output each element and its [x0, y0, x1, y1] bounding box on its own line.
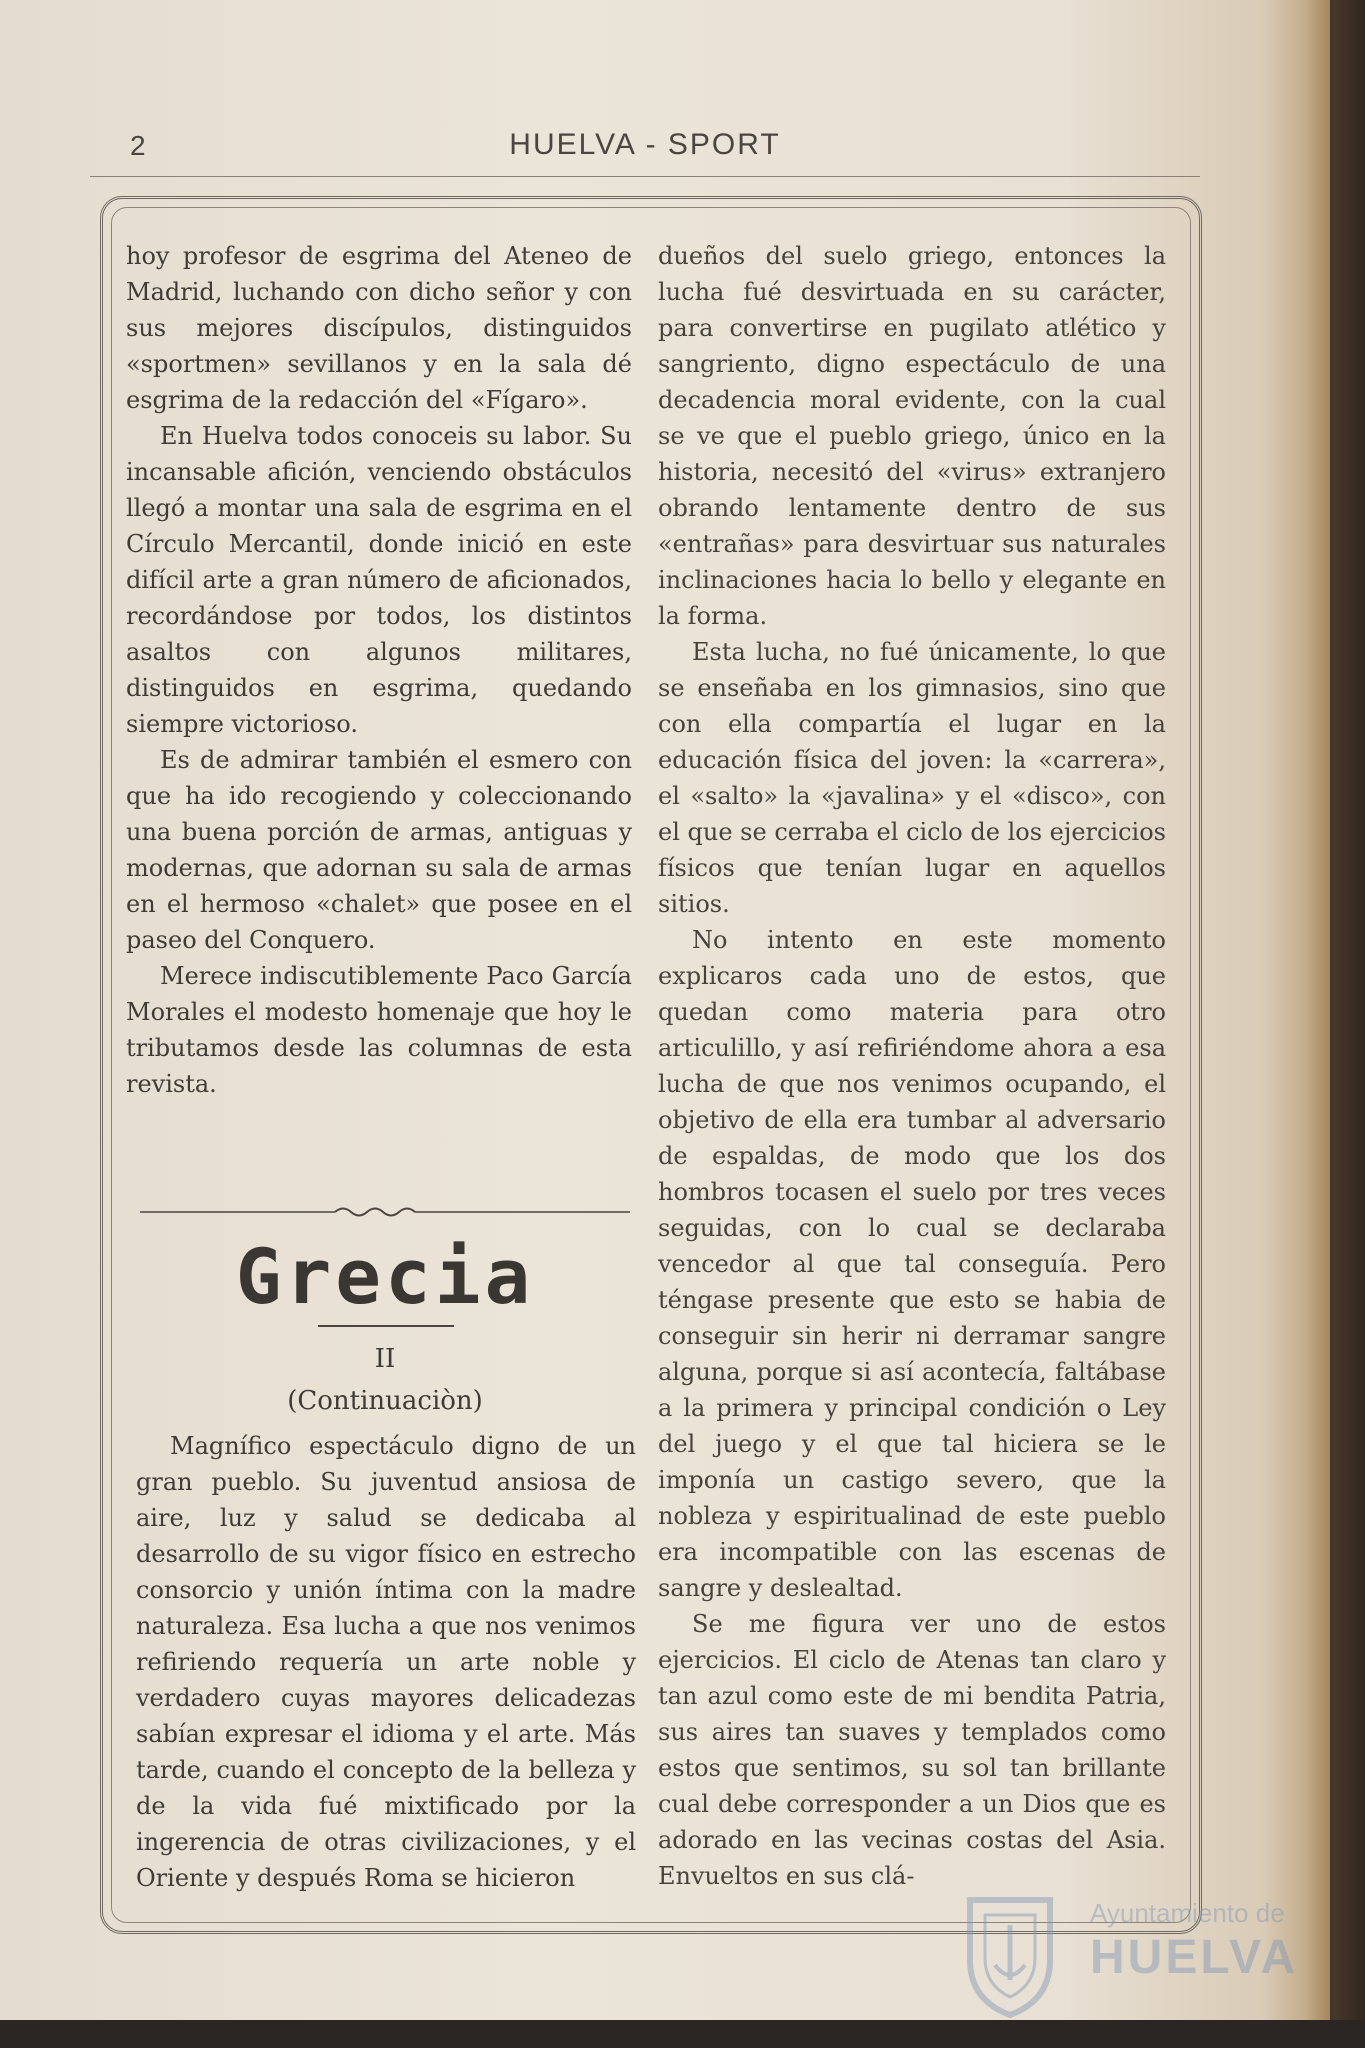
institution-watermark [950, 1880, 1300, 2020]
left-column-bottom [136, 1428, 636, 1896]
article-title: Grecia [235, 1232, 535, 1321]
watermark-line2: HUELVA [1090, 1931, 1299, 1984]
paragraph: Merece indiscutiblemente Paco García Morales el modesto homenaje que hoy le tributamos desde las columnas de esta revista. [126, 962, 632, 1098]
paragraph: Se me figura ver uno de estos ejercicios. El ciclo de Atenas tan claro y tan azul como este de mi bendita Patria, sus aires tan suaves y templados como estos que sentimos, su sol tan brillante cual debe corresponder a un Dios que es adorado en las vecinas costas del Asia. Envueltos en sus clá- [658, 1610, 1166, 1890]
scan-bottom-band [0, 2020, 1365, 2048]
paragraph: Magnífico espectáculo digno de un gran pueblo. Su juventud ansiosa de aire, luz y salud se dedicaba al desarrollo de su vigor físico en estrecho consorcio y unión íntima con la madre naturaleza. Esa lucha a que nos venimos refiriendo requería un arte noble y verdadero cuyas mayores delicadezas sabían expresar el idioma y el arte. Más tarde, cuando el concepto de la belleza y de la vida fué mixtificado por la ingerencia de otras civilizaciones, y el Oriente y después Roma se hicieron [136, 1432, 636, 1892]
page-header [90, 126, 1200, 177]
article-number: II [374, 1344, 396, 1374]
paragraph: En Huelva todos conoceis su labor. Su incansable afición, venciendo obstáculos llegó a montar una sala de esgrima en el Círculo Mercantil, donde inició en este difícil arte a gran número de aficionados, recordándose por todos, los distintos asaltos con algunos militares, distinguidos en esgrima, quedando siempre victorioso. [126, 422, 632, 738]
watermark-line1: Ayuntamiento de [1090, 1898, 1285, 1928]
page-number: 2 [130, 130, 146, 161]
coat-of-arms-icon [950, 1880, 1070, 2020]
paragraph: hoy profesor de esgrima del Ateneo de Madrid, luchando con dicho señor y con sus mejores discípulos, distinguidos «sportmen» sevillanos y en la sala dé esgrima de la redacción del «Fígaro». [126, 242, 632, 414]
paragraph: Es de admirar también el esmero con que ha ido recogiendo y coleccionando una buena porción de armas, antiguas y modernas, que adornan su sala de armas en el hermoso «chalet» que posee en el paseo del Conquero. [126, 746, 632, 954]
left-column-top [126, 238, 632, 1102]
paragraph: dueños del suelo griego, entonces la lucha fué desvirtuada en su carácter, para convertirse en pugilato atlético y sangriento, digno espectáculo de una decadencia moral evidente, con la cual se ve que el pueblo griego, único en la historia, necesitó del «virus» extranjero obrando lentamente dentro de sus «entrañas» para desvirtuar sus naturales inclinaciones hacia lo bello y elegante en la forma. [658, 242, 1166, 630]
running-title: HUELVA - SPORT [509, 128, 781, 161]
title-underline [318, 1325, 454, 1327]
paragraph: No intento en este momento explicaros cada uno de estos, que quedan como materia para otro articulillo, y así refiriéndome ahora a esa lucha de que nos venimos ocupando, el objetivo de ella era tumbar al adversario de espaldas, de modo que los dos hombros tocasen el suelo por tres veces seguidas, con lo cual se declaraba vencedor al que tal conseguía. Pero téngase presente que esto se habia de conseguir sin herir ni derramar sangre alguna, porque si así acontecía, faltábase a la primera y principal condición o Ley del juego y el que tal hiciera se le imponía un castigo severo, que la nobleza y espiritualinad de este pueblo era incompatible con las escenas de sangre y deslealtad. [658, 926, 1166, 1602]
wavy-divider-ornament-icon [140, 1205, 630, 1219]
right-column [658, 238, 1166, 1894]
article-subtitle: (Continuaciòn) [287, 1386, 483, 1416]
paragraph: Esta lucha, no fué únicamente, lo que se enseñaba en los gimnasios, sino que con ella compartía el lugar en la educación física del joven: la «carrera», el «salto» la «javalina» y el «disco», con el que se cerraba el ciclo de los ejercicios físicos que tenían lugar en aquellos sitios. [658, 638, 1166, 918]
page-edge-shadow [1305, 0, 1365, 2048]
